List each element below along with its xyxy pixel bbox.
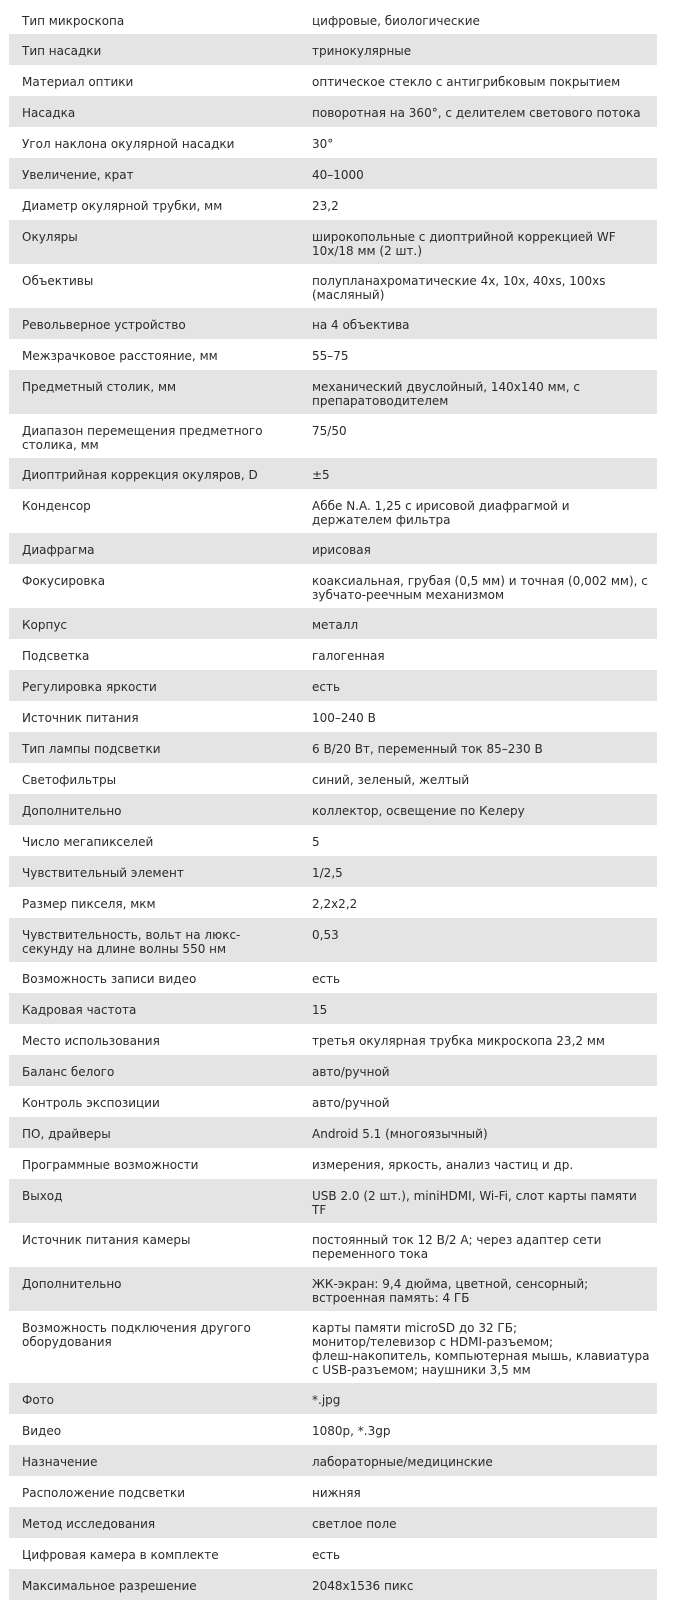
spec-row — [9, 1148, 657, 1179]
spec-label: Объективы — [22, 274, 94, 288]
spec-label: Диаметр окулярной трубки, мм — [22, 199, 223, 213]
spec-row — [9, 993, 657, 1024]
spec-row — [9, 96, 657, 127]
spec-value-line: 0,53 — [312, 928, 339, 942]
spec-value-line: лабораторные/медицинские — [312, 1455, 493, 1469]
spec-value-line: 30° — [312, 137, 334, 151]
spec-value-line: оптическое стекло с антигрибковым покрытием — [312, 75, 621, 89]
spec-value — [299, 928, 657, 942]
spec-label: Диоптрийная коррекция окуляров, D — [22, 468, 258, 482]
spec-value-line: широкопольные с диоптрийной коррекцией WF 10x/18 мм (2 шт.) — [312, 230, 616, 258]
spec-value-line: 5 — [312, 835, 320, 849]
spec-row — [9, 308, 657, 339]
spec-value — [299, 349, 657, 363]
spec-value-line: Аббе N.A. 1,25 с ирисовой диафрагмой и держателем фильтра — [312, 499, 570, 527]
spec-value-line: цифровые, биологические — [312, 14, 480, 28]
spec-value — [299, 835, 657, 849]
spec-label: Кадровая частота — [22, 1003, 137, 1017]
spec-label: Револьверное устройство — [22, 318, 186, 332]
spec-row — [9, 370, 657, 414]
spec-label: Цифровая камера в комплекте — [22, 1548, 219, 1562]
spec-row — [9, 1414, 657, 1445]
spec-value — [299, 168, 657, 182]
spec-value — [299, 1096, 657, 1110]
spec-value — [299, 1579, 657, 1593]
spec-value — [299, 1034, 657, 1048]
spec-value — [299, 680, 657, 694]
spec-value — [299, 1065, 657, 1079]
spec-value — [299, 1455, 657, 1469]
spec-label: Диафрагма — [22, 543, 95, 557]
spec-row — [9, 763, 657, 794]
spec-row — [9, 1223, 657, 1267]
spec-value-line: встроенная память: 4 ГБ — [312, 1291, 470, 1305]
spec-value — [299, 574, 657, 602]
spec-label: Программные возможности — [22, 1158, 199, 1172]
spec-row — [9, 127, 657, 158]
spec-value-line: карты памяти microSD до 32 ГБ; — [312, 1321, 518, 1335]
spec-value — [299, 897, 657, 911]
specifications-table — [9, 5, 657, 1600]
spec-value-line: 100–240 В — [312, 711, 376, 725]
spec-value-line: поворотная на 360°, с делителем светового потока — [312, 106, 641, 120]
spec-row — [9, 34, 657, 65]
spec-label: Максимальное разрешение — [22, 1579, 197, 1593]
spec-label: Баланс белого — [22, 1065, 115, 1079]
spec-label: Чувствительность, вольт на люкс-секунду на длине волны 550 нм — [22, 928, 241, 956]
spec-value-line: металл — [312, 618, 359, 632]
spec-label: Выход — [22, 1189, 63, 1203]
spec-label: Размер пикселя, мкм — [22, 897, 156, 911]
spec-value — [299, 380, 657, 408]
spec-label: Видео — [22, 1424, 62, 1438]
spec-value — [299, 1486, 657, 1500]
spec-row — [9, 264, 657, 308]
spec-row — [9, 5, 657, 34]
spec-value-line: есть — [312, 680, 341, 694]
spec-label: Подсветка — [22, 649, 90, 663]
spec-value-line: коаксиальная, грубая (0,5 мм) и точная (0,002 мм), с зубчато-реечным механизмом — [312, 574, 648, 602]
spec-value — [299, 1003, 657, 1017]
spec-value — [299, 14, 657, 28]
spec-value-line: на 4 объектива — [312, 318, 410, 332]
spec-value — [299, 1321, 657, 1377]
spec-label: Возможность подключения другого оборудования — [22, 1321, 251, 1349]
spec-row — [9, 564, 657, 608]
spec-row — [9, 1179, 657, 1223]
spec-value — [299, 1233, 657, 1261]
spec-value — [299, 75, 657, 89]
spec-value — [299, 1158, 657, 1172]
spec-row — [9, 414, 657, 458]
spec-row — [9, 1086, 657, 1117]
spec-row — [9, 1267, 657, 1311]
spec-value — [299, 318, 657, 332]
spec-label: ПО, драйверы — [22, 1127, 111, 1141]
spec-label: Угол наклона окулярной насадки — [22, 137, 235, 151]
spec-value — [299, 972, 657, 986]
spec-value-line: есть — [312, 972, 341, 986]
spec-label: Межзрачковое расстояние, мм — [22, 349, 218, 363]
spec-value — [299, 543, 657, 557]
spec-label: Предметный столик, мм — [22, 380, 177, 394]
spec-label: Число мегапикселей — [22, 835, 154, 849]
spec-label: Тип лампы подсветки — [22, 742, 161, 756]
spec-value — [299, 804, 657, 818]
spec-row — [9, 918, 657, 962]
spec-value — [299, 274, 657, 302]
spec-row — [9, 1055, 657, 1086]
spec-label: Фото — [22, 1393, 55, 1407]
spec-row — [9, 1383, 657, 1414]
spec-value — [299, 1424, 657, 1438]
spec-row — [9, 458, 657, 489]
spec-value-line: 1080p, *.3gp — [312, 1424, 391, 1438]
spec-row — [9, 489, 657, 533]
spec-value — [299, 1127, 657, 1141]
spec-label: Чувствительный элемент — [22, 866, 184, 880]
spec-label: Диапазон перемещения предметного столика, мм — [22, 424, 263, 452]
spec-label: Материал оптики — [22, 75, 134, 89]
spec-value-line: постоянный ток 12 В/2 А; через адаптер сети переменного тока — [312, 1233, 602, 1261]
spec-value — [299, 1393, 657, 1407]
spec-row — [9, 65, 657, 96]
spec-value-line: 55–75 — [312, 349, 349, 363]
spec-value-line: 40–1000 — [312, 168, 364, 182]
spec-row — [9, 533, 657, 564]
spec-label: Расположение подсветки — [22, 1486, 185, 1500]
spec-value-line: есть — [312, 1548, 341, 1562]
spec-value-line: светлое поле — [312, 1517, 397, 1531]
spec-value-line: ирисовая — [312, 543, 371, 557]
spec-value-line: полупланахроматические 4x, 10x, 40xs, 100xs (масляный) — [312, 274, 606, 302]
spec-row — [9, 189, 657, 220]
spec-row — [9, 1117, 657, 1148]
spec-row — [9, 1024, 657, 1055]
spec-value — [299, 1548, 657, 1562]
spec-value — [299, 618, 657, 632]
spec-value-line: 6 В/20 Вт, переменный ток 85–230 В — [312, 742, 543, 756]
spec-value — [299, 1517, 657, 1531]
spec-value — [299, 773, 657, 787]
spec-value-line: 23,2 — [312, 199, 339, 213]
spec-value-line: *.jpg — [312, 1393, 341, 1407]
spec-value — [299, 1277, 657, 1305]
spec-value-line: 2,2x2,2 — [312, 897, 358, 911]
spec-row — [9, 1311, 657, 1383]
spec-value — [299, 468, 657, 482]
spec-label: Конденсор — [22, 499, 91, 513]
spec-row — [9, 887, 657, 918]
spec-label: Дополнительно — [22, 1277, 122, 1291]
spec-row — [9, 732, 657, 763]
spec-label: Контроль экспозиции — [22, 1096, 160, 1110]
spec-row — [9, 825, 657, 856]
spec-label: Окуляры — [22, 230, 78, 244]
spec-value — [299, 424, 657, 438]
spec-value-line: синий, зеленый, желтый — [312, 773, 470, 787]
spec-value — [299, 499, 657, 527]
spec-value-line: авто/ручной — [312, 1096, 390, 1110]
spec-value — [299, 1189, 657, 1217]
spec-value-line: галогенная — [312, 649, 385, 663]
spec-row — [9, 339, 657, 370]
spec-row — [9, 1445, 657, 1476]
spec-label: Фокусировка — [22, 574, 106, 588]
spec-row — [9, 701, 657, 732]
spec-label: Дополнительно — [22, 804, 122, 818]
spec-value-line: 1/2,5 — [312, 866, 343, 880]
spec-value-line: ±5 — [312, 468, 330, 482]
spec-label: Источник питания камеры — [22, 1233, 191, 1247]
spec-label: Место использования — [22, 1034, 160, 1048]
spec-value-line: авто/ручной — [312, 1065, 390, 1079]
spec-label: Возможность записи видео — [22, 972, 197, 986]
spec-row — [9, 856, 657, 887]
spec-row — [9, 1569, 657, 1600]
spec-value-line: Android 5.1 (многоязычный) — [312, 1127, 488, 1141]
spec-row — [9, 670, 657, 701]
spec-value-line: 2048x1536 пикс — [312, 1579, 414, 1593]
spec-value-line: тринокулярные — [312, 44, 412, 58]
spec-row — [9, 608, 657, 639]
spec-value — [299, 44, 657, 58]
spec-label: Назначение — [22, 1455, 98, 1469]
spec-value — [299, 711, 657, 725]
spec-row — [9, 220, 657, 264]
spec-row — [9, 794, 657, 825]
spec-value-line: третья окулярная трубка микроскопа 23,2 мм — [312, 1034, 605, 1048]
spec-row — [9, 962, 657, 993]
spec-label: Увеличение, крат — [22, 168, 134, 182]
spec-value-line: USB 2.0 (2 шт.), miniHDMI, Wi-Fi, слот карты памяти TF — [312, 1189, 637, 1217]
spec-value-line: механический двуслойный, 140x140 мм, с препаратоводителем — [312, 380, 580, 408]
spec-label: Корпус — [22, 618, 68, 632]
spec-value — [299, 230, 657, 258]
spec-label: Насадка — [22, 106, 76, 120]
spec-row — [9, 1476, 657, 1507]
spec-value-line: измерения, яркость, анализ частиц и др. — [312, 1158, 574, 1172]
spec-label: Тип насадки — [22, 44, 102, 58]
spec-value — [299, 199, 657, 213]
spec-value — [299, 137, 657, 151]
spec-value-line: ЖК-экран: 9,4 дюйма, цветной, сенсорный; — [312, 1277, 589, 1291]
spec-label: Тип микроскопа — [22, 14, 125, 28]
spec-value-line: нижняя — [312, 1486, 361, 1500]
spec-value-line: флеш-накопитель, компьютерная мышь, клавиатура с USB-разъемом; наушники 3,5 мм — [312, 1349, 650, 1377]
spec-row — [9, 158, 657, 189]
spec-label: Метод исследования — [22, 1517, 156, 1531]
spec-value-line: коллектор, освещение по Келеру — [312, 804, 525, 818]
spec-row — [9, 1538, 657, 1569]
spec-value-line: монитор/телевизор с HDMI-разъемом; — [312, 1335, 554, 1349]
spec-row — [9, 639, 657, 670]
spec-value — [299, 742, 657, 756]
spec-value — [299, 106, 657, 120]
spec-label: Регулировка яркости — [22, 680, 157, 694]
spec-label: Светофильтры — [22, 773, 117, 787]
spec-value — [299, 649, 657, 663]
spec-value — [299, 866, 657, 880]
spec-value-line: 15 — [312, 1003, 328, 1017]
spec-value-line: 75/50 — [312, 424, 347, 438]
spec-label: Источник питания — [22, 711, 139, 725]
spec-row — [9, 1507, 657, 1538]
